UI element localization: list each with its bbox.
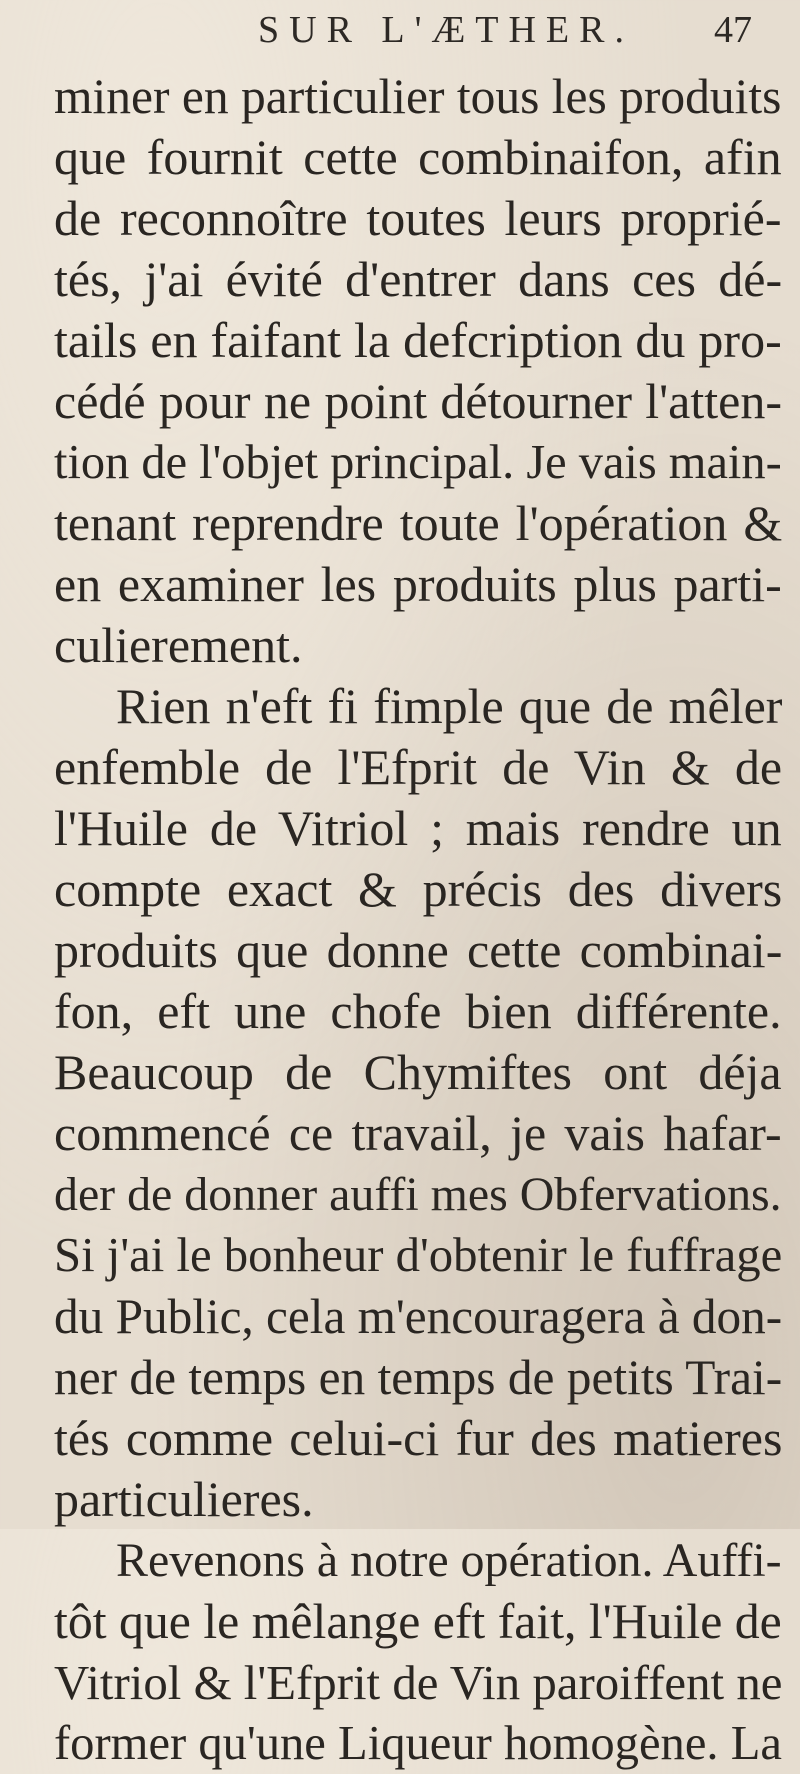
text-line: en examiner les produits plus parti- bbox=[54, 556, 782, 612]
page-header bbox=[258, 8, 778, 60]
text-line: der de donner auffi mes Obfervations. bbox=[54, 1168, 782, 1221]
text-line: Vitriol & l'Efprit de Vin paroiffent ne bbox=[54, 1655, 783, 1710]
text-line: compte exact & précis des divers bbox=[54, 861, 783, 917]
text-line: tails en faifant la defcription du pro- bbox=[54, 312, 782, 368]
text-line: culierement. bbox=[54, 617, 303, 673]
text-line: produits que donne cette combinai- bbox=[54, 922, 783, 978]
text-line: fon, eft une chofe bien différente. bbox=[54, 983, 782, 1039]
text-line: Beaucoup de Chymiftes ont déja bbox=[54, 1044, 782, 1100]
text-line: tôt que le mêlange eft fait, l'Huile de bbox=[54, 1594, 782, 1649]
text-line: Revenons à notre opération. Auffi- bbox=[116, 1534, 782, 1587]
text-line: tés, j'ai évité d'entrer dans ces dé- bbox=[54, 251, 783, 307]
text-line: miner en particulier tous les produits bbox=[54, 69, 782, 124]
text-line: former qu'une Liqueur homogène. La bbox=[54, 1716, 782, 1770]
text-line: particulieres. bbox=[54, 1471, 314, 1527]
text-line: commencé ce travail, je vais hafar- bbox=[54, 1105, 782, 1161]
text-line: tion de l'objet principal. Je vais main- bbox=[54, 436, 782, 489]
text-line: enfemble de l'Efprit de Vin & de bbox=[54, 739, 783, 795]
text-line: tenant reprendre toute l'opération & bbox=[54, 495, 783, 551]
text-line: cédé pour ne point détourner l'atten- bbox=[54, 373, 782, 429]
text-line: ner de temps en temps de petits Trai- bbox=[54, 1350, 783, 1405]
text-line: du Public, cela m'encouragera à don- bbox=[54, 1289, 783, 1344]
text-line: tés comme celui-ci fur des matieres bbox=[54, 1410, 783, 1466]
text-line: Rien n'eft fi fimple que de mêler bbox=[116, 678, 783, 734]
text-line: Si j'ai le bonheur d'obtenir le fuffrage bbox=[54, 1228, 783, 1282]
page-number: 47 bbox=[714, 9, 752, 51]
body-text bbox=[54, 66, 782, 1774]
running-title: SUR L'ÆTHER. bbox=[258, 9, 634, 51]
text-line: l'Huile de Vitriol ; mais rendre un bbox=[54, 800, 782, 856]
text-line: de reconnoître toutes leurs proprié- bbox=[54, 190, 782, 246]
text-line: que fournit cette combinaifon, afin bbox=[54, 129, 782, 185]
